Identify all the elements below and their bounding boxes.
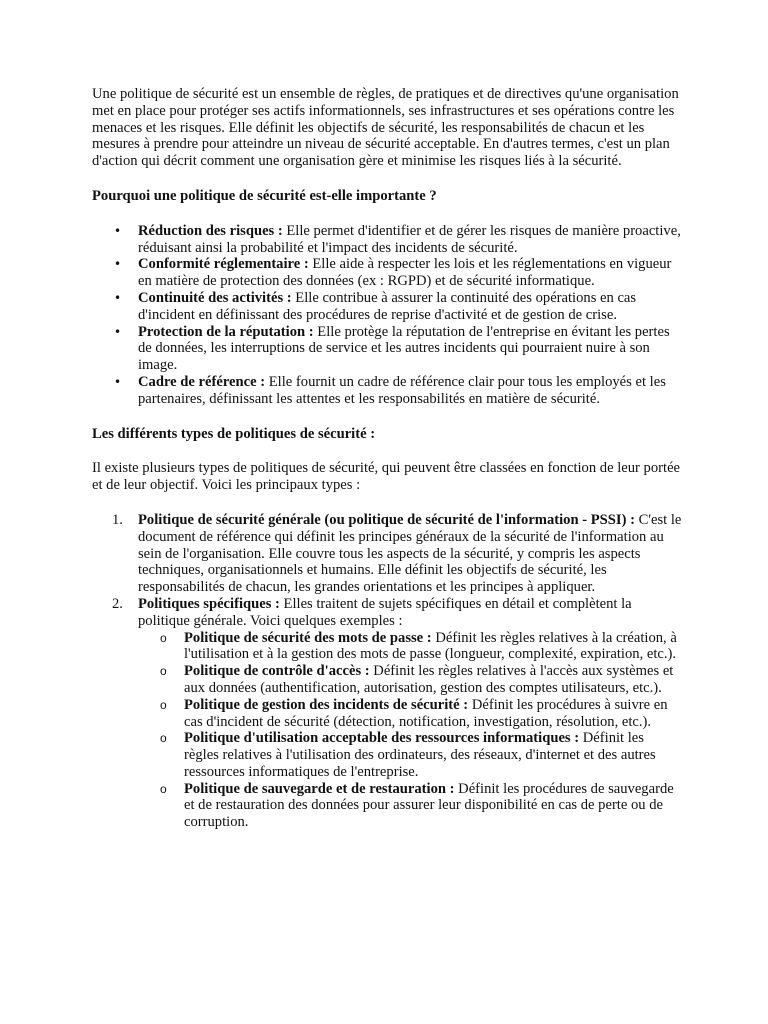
- intro-paragraph: Une politique de sécurité est un ensemble de règles, de pratiques et de directives qu'une organisation met en place pour protéger ses actifs informationnels, ses infrastructures et ses opérations contre les menaces et les risques. Elle définit les objectifs de sécurité, les responsabilités de chacun et les mesures à prendre pour atteindre un niveau de sécurité acceptable. En d'autres termes, c'est un plan d'action qui décrit comment une organisation gère et minimise les risques liés à la sécurité.: [92, 86, 679, 170]
- document-page: [92, 86, 682, 831]
- types-list: [92, 512, 682, 831]
- list-item: [92, 290, 682, 324]
- list-number: 2.: [112, 595, 123, 612]
- item-title: Protection de la réputation :: [138, 323, 314, 340]
- item-text: Elle aide à respecter les lois et les réglementations en vigueur en matière de protection des données (ex : RGPD) et de sécurité informatique.: [138, 256, 672, 290]
- item-title: Cadre de référence :: [138, 373, 266, 390]
- list-item: [92, 324, 682, 374]
- item-title: Politique de sécurité des mots de passe :: [184, 629, 432, 646]
- specific-policies-list: [138, 630, 682, 832]
- item-title: Réduction des risques :: [138, 222, 283, 239]
- item-text: Définit les règles relatives à l'accès aux systèmes et aux données (authentification, autorisation, gestion des comptes utilisateurs, etc.).: [184, 663, 674, 696]
- list-item: [92, 374, 682, 408]
- item-text: Elles traitent de sujets spécifiques en détail et complètent la politique générale. Voici quelques exemples :: [138, 595, 632, 629]
- importance-list: [92, 223, 682, 408]
- list-item: [92, 596, 682, 831]
- list-item: [92, 223, 682, 257]
- list-item: [92, 512, 682, 596]
- bullet-icon: •: [114, 374, 122, 389]
- sub-list-item: [138, 781, 682, 831]
- bullet-icon: •: [114, 257, 122, 272]
- sub-list-item: [138, 697, 682, 731]
- item-text: Définit les règles relatives à la création, à l'utilisation et à la gestion des mots de passe (longueur, complexité, expiration, etc.).: [184, 629, 677, 663]
- types-intro-paragraph: Il existe plusieurs types de politiques de sécurité, qui peuvent être classées en fonction de leur portée et de leur objectif. Voici les principaux types :: [92, 460, 681, 494]
- item-title: Politique d'utilisation acceptable des ressources informatiques :: [184, 730, 580, 747]
- item-text: Elle fournit un cadre de référence clair pour tous les employés et les partenaires, définissant les attentes et les responsabilités en matière de sécurité.: [138, 373, 666, 407]
- item-text: Définit les procédures à suivre en cas d'incident de sécurité (détection, notification, investigation, résolution, etc.).: [184, 696, 668, 730]
- sub-list-item: [138, 730, 682, 780]
- circle-bullet-icon: o: [160, 697, 167, 712]
- types-heading: Les différents types de politiques de sécurité :: [92, 425, 376, 442]
- sub-list-item: [138, 630, 682, 664]
- bullet-icon: •: [114, 290, 122, 305]
- item-title: Politique de contrôle d'accès :: [184, 663, 370, 680]
- circle-bullet-icon: o: [160, 630, 167, 645]
- item-text: Définit les règles relatives à l'utilisation des ordinateurs, des réseaux, d'internet et des autres ressources informatiques de l'entreprise.: [184, 730, 656, 780]
- item-title: Politique de gestion des incidents de sécurité :: [184, 696, 469, 713]
- bullet-icon: •: [114, 324, 122, 339]
- circle-bullet-icon: o: [160, 731, 167, 746]
- item-text: Elle permet d'identifier et de gérer les risques de manière proactive, réduisant ainsi la probabilité et l'impact des incidents de sécurité.: [138, 222, 681, 256]
- item-text: C'est le document de référence qui définit les principes généraux de la sécurité de l'information au sein de l'organisation. Elle couvre tous les aspects de la sécurité, y compris les aspects techniques, organisationnels et humains. Elle définit les objectifs de sécurité, les responsabilités de chacun, les grandes orientations et les principes à appliquer.: [138, 511, 682, 596]
- item-text: Elle protège la réputation de l'entreprise en évitant les pertes de données, les interruptions de service et les autres incidents qui pourraient nuire à son image.: [138, 323, 670, 374]
- sub-list-item: [138, 663, 682, 697]
- item-text: Elle contribue à assurer la continuité des opérations en cas d'incident en définissant des procédures de reprise d'activité et de gestion de crise.: [138, 289, 637, 323]
- list-number: 1.: [112, 511, 123, 528]
- item-title: Continuité des activités :: [138, 289, 292, 306]
- importance-heading: Pourquoi une politique de sécurité est-elle importante ?: [92, 187, 437, 204]
- bullet-icon: •: [114, 223, 122, 238]
- item-title: Politique de sauvegarde et de restauration :: [184, 780, 455, 797]
- item-title: Conformité réglementaire :: [138, 256, 309, 273]
- item-text: Définit les procédures de sauvegarde et de restauration des données pour assurer leur disponibilité en cas de perte ou de corruption.: [184, 780, 674, 831]
- item-title: Politiques spécifiques :: [138, 595, 280, 612]
- circle-bullet-icon: o: [160, 781, 167, 796]
- item-title: Politique de sécurité générale (ou politique de sécurité de l'information - PSSI) :: [138, 511, 635, 528]
- circle-bullet-icon: o: [160, 664, 167, 679]
- list-item: [92, 256, 682, 290]
